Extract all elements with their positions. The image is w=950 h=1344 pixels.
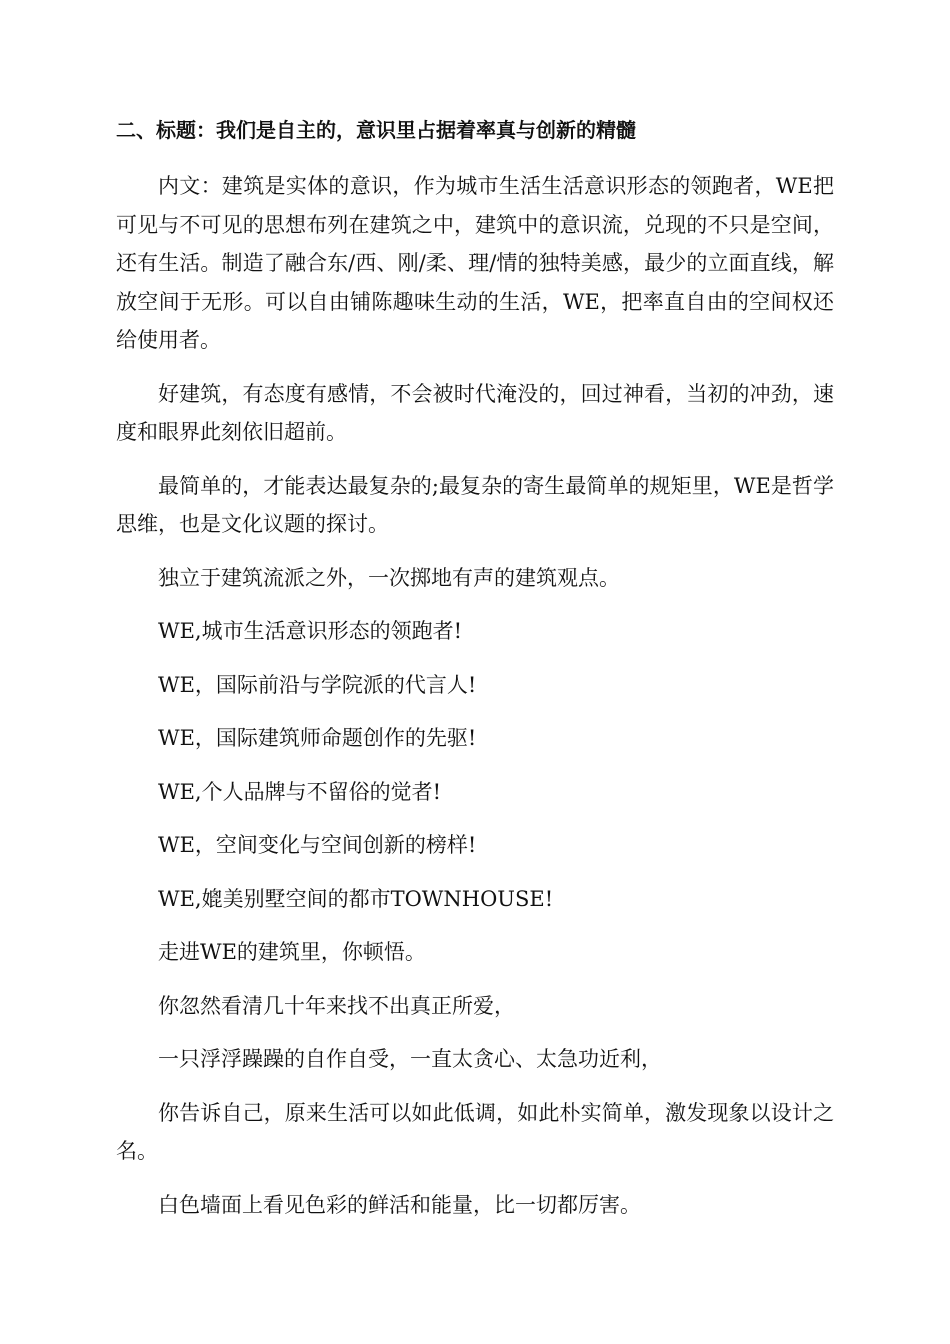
paragraph: 走进WE的建筑里，你顿悟。 bbox=[158, 940, 426, 964]
paragraph: WE，国际前沿与学院派的代言人! bbox=[158, 672, 477, 697]
paragraph: 白色墙面上看见色彩的鲜活和能量，比一切都厉害。 bbox=[158, 1192, 641, 1217]
paragraph: WE，国际建筑师命题创作的先驱! bbox=[158, 726, 477, 750]
section-heading: 二、标题：我们是自主的，意识里占据着率真与创新的精髓 bbox=[116, 118, 636, 142]
paragraph: WE,城市生活意识形态的领跑者! bbox=[158, 619, 463, 643]
paragraph: 好建筑，有态度有感情，不会被时代淹没的，回过神看，当初的冲劲，速度和眼界此刻依旧超前。 bbox=[116, 381, 834, 444]
paragraph: 你告诉自己，原来生活可以如此低调，如此朴实简单，激发现象以设计之名。 bbox=[116, 1100, 834, 1163]
paragraph: WE,个人品牌与不留俗的觉者! bbox=[158, 779, 442, 804]
paragraph: 内文：建筑是实体的意识，作为城市生活生活意识形态的领跑者，WE把可见与不可见的思想布列在建筑之中，建筑中的意识流，兑现的不只是空间，还有生活。制造了融合东/西、刚/柔、理/情的独特美感，最少的立面直线，解放空间于无形。可以自由铺陈趣味生动的生活，WE，把率直自由的空间权还给使用者。 bbox=[116, 174, 834, 352]
paragraph: WE，空间变化与空间创新的榜样! bbox=[158, 833, 477, 857]
paragraph: 一只浮浮躁躁的自作自受，一直太贪心、太急功近利， bbox=[158, 1047, 662, 1071]
paragraph: 你忽然看清几十年来找不出真正所爱， bbox=[158, 993, 515, 1018]
paragraph: WE,媲美别墅空间的都市TOWNHOUSE! bbox=[158, 886, 554, 911]
body-text bbox=[116, 167, 834, 1239]
paragraph: 最简单的，才能表达最复杂的;最复杂的寄生最简单的规矩里，WE是哲学思维，也是文化议题的探讨。 bbox=[116, 473, 834, 536]
paragraph: 独立于建筑流派之外，一次掷地有声的建筑观点。 bbox=[158, 565, 620, 590]
